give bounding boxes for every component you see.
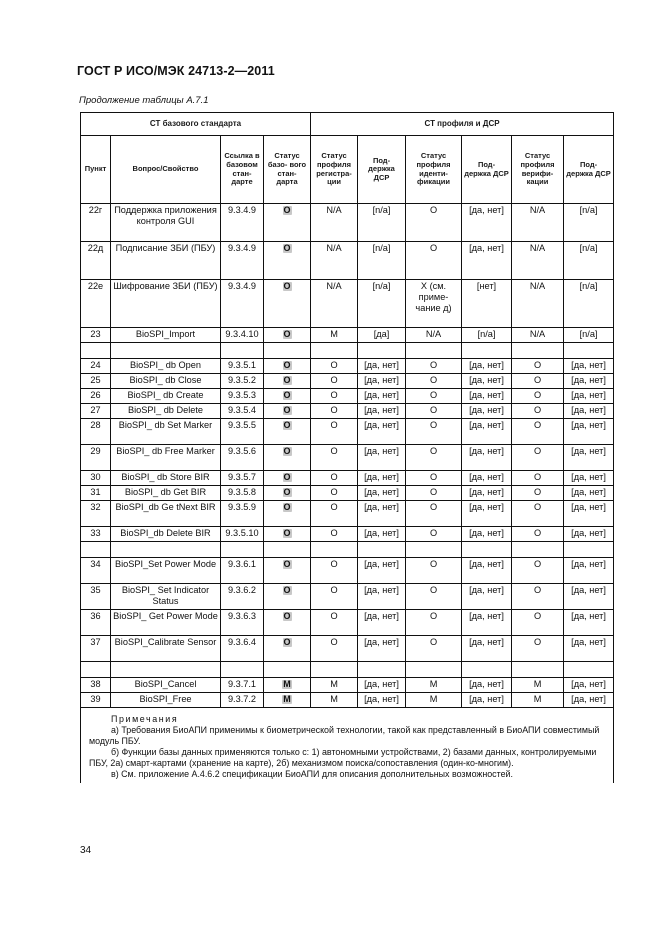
table-cell: [n/a] [564, 242, 614, 280]
base-status-mark: O [283, 375, 291, 385]
table-cell: O [311, 486, 358, 501]
table-cell [111, 662, 221, 678]
column-header: Статус базо- вого стан- дарта [264, 136, 311, 204]
table-cell: O [406, 527, 462, 542]
table-cell [311, 343, 358, 359]
table-cell: O [512, 636, 564, 662]
table-cell [406, 662, 462, 678]
table-cell: 9.3.5.9 [221, 501, 264, 527]
table-cell: [да, нет] [564, 584, 614, 610]
table-cell: O [406, 558, 462, 584]
table-cell: [да, нет] [462, 359, 512, 374]
table-cell [264, 693, 311, 708]
notes-title: Примечания [111, 714, 179, 724]
table-cell: O [311, 501, 358, 527]
table-body [81, 204, 614, 708]
base-status-mark: O [283, 420, 291, 430]
table-cell: [да, нет] [358, 678, 406, 693]
table-cell: N/A [512, 204, 564, 242]
table-cell: O [406, 445, 462, 471]
table-cell: [да, нет] [358, 558, 406, 584]
table-cell: [да, нет] [462, 242, 512, 280]
table-cell: M [406, 693, 462, 708]
table-cell: [n/a] [462, 328, 512, 343]
table-cell [264, 527, 311, 542]
table-cell: 33 [81, 527, 111, 542]
table-cell: [да, нет] [462, 636, 512, 662]
table-row [81, 280, 614, 328]
table-cell: 34 [81, 558, 111, 584]
table-cell: M [311, 678, 358, 693]
table-cell: 24 [81, 359, 111, 374]
table-cell: [да, нет] [564, 693, 614, 708]
table-cell: [да, нет] [462, 419, 512, 445]
column-header: Под- держка ДСР [564, 136, 614, 204]
base-status-mark: M [283, 694, 291, 704]
table-cell: M [406, 678, 462, 693]
table-cell: [да, нет] [462, 558, 512, 584]
table-cell: 22д [81, 242, 111, 280]
table-cell: [n/a] [358, 242, 406, 280]
table-cell: 38 [81, 678, 111, 693]
table-cell: [да, нет] [462, 693, 512, 708]
base-status-mark: O [283, 405, 291, 415]
table-row [81, 486, 614, 501]
table-cell: 9.3.7.2 [221, 693, 264, 708]
table-cell: 9.3.6.4 [221, 636, 264, 662]
table-cell: O [311, 445, 358, 471]
table-cell: [нет] [462, 280, 512, 328]
table-cell: 9.3.5.7 [221, 471, 264, 486]
table-cell [264, 242, 311, 280]
table-cell: BioSPI_Set Power Mode [111, 558, 221, 584]
page-number: 34 [80, 845, 92, 856]
table-cell [264, 419, 311, 445]
group-header-profile: СТ профиля и ДСР [311, 113, 614, 136]
base-status-mark: O [283, 205, 291, 215]
base-status-mark: O [283, 360, 291, 370]
table-cell: O [406, 471, 462, 486]
table-cell: O [406, 486, 462, 501]
table-cell: BioSPI_Import [111, 328, 221, 343]
table-cell: [да, нет] [564, 501, 614, 527]
table-cell [264, 662, 311, 678]
column-header-row [81, 136, 614, 204]
table-cell: 9.3.4.9 [221, 242, 264, 280]
table-cell: [да, нет] [462, 404, 512, 419]
column-header: Статус профиля иденти- фикации [406, 136, 462, 204]
table-cell [264, 404, 311, 419]
table-cell: [да, нет] [564, 389, 614, 404]
table-cell: O [311, 610, 358, 636]
table-cell: [n/a] [564, 204, 614, 242]
conformance-table [80, 112, 614, 783]
table-cell: O [512, 610, 564, 636]
column-header: Ссылка в базовом стан- дарте [221, 136, 264, 204]
base-status-mark: O [283, 637, 291, 647]
column-header: Вопрос/Свойство [111, 136, 221, 204]
table-cell: O [512, 419, 564, 445]
table-cell: 9.3.5.3 [221, 389, 264, 404]
column-header: Под- держка ДСР [358, 136, 406, 204]
table-cell: [да, нет] [462, 584, 512, 610]
table-cell [221, 343, 264, 359]
table-cell: 31 [81, 486, 111, 501]
table-cell: M [512, 678, 564, 693]
table-cell: O [512, 471, 564, 486]
table-cell [264, 204, 311, 242]
table-cell: 29 [81, 445, 111, 471]
table-cell [264, 542, 311, 558]
table-cell: [да, нет] [358, 445, 406, 471]
table-cell [81, 343, 111, 359]
table-cell: [да, нет] [564, 374, 614, 389]
table-cell: BioSPI_ db Close [111, 374, 221, 389]
base-status-mark: O [283, 243, 291, 253]
table-cell [264, 636, 311, 662]
table-cell: O [406, 501, 462, 527]
table-cell: 28 [81, 419, 111, 445]
table-row [81, 374, 614, 389]
table-cell [264, 471, 311, 486]
table-cell [264, 359, 311, 374]
table-cell: O [311, 636, 358, 662]
table-cell: O [311, 419, 358, 445]
table-cell [564, 662, 614, 678]
table-cell: [n/a] [564, 280, 614, 328]
table-cell: N/A [406, 328, 462, 343]
table-cell: BioSPI_ db Set Marker [111, 419, 221, 445]
table-cell: [да, нет] [358, 419, 406, 445]
column-header: Статус профиля регистра- ции [311, 136, 358, 204]
table-cell: [n/a] [358, 280, 406, 328]
table-cell: BioSPI_ db Free Marker [111, 445, 221, 471]
table-cell: [да, нет] [462, 486, 512, 501]
table-cell: [n/a] [564, 328, 614, 343]
table-cell: 9.3.7.1 [221, 678, 264, 693]
table-cell: [да, нет] [358, 374, 406, 389]
table-cell: O [311, 374, 358, 389]
table-cell [264, 558, 311, 584]
table-cell: BioSPI_Free [111, 693, 221, 708]
column-header: Статус профиля верифи- кации [512, 136, 564, 204]
note-c: в) См. приложение А.4.6.2 спецификации БиоАПИ для описания дополнительных возможностей. [111, 769, 513, 779]
table-cell: BioSPI_ db Create [111, 389, 221, 404]
table-row [81, 610, 614, 636]
table-cell: N/A [311, 280, 358, 328]
table-cell: BioSPI_db Ge tNext BIR [111, 501, 221, 527]
table-row [81, 693, 614, 708]
table-cell: O [512, 527, 564, 542]
table-cell: O [512, 374, 564, 389]
table-cell: [n/a] [358, 204, 406, 242]
base-status-mark: O [283, 472, 291, 482]
base-status-mark: O [283, 487, 291, 497]
document-title: ГОСТ Р ИСО/МЭК 24713-2—2011 [77, 64, 275, 78]
table-cell: O [311, 471, 358, 486]
table-cell [264, 280, 311, 328]
table-row [81, 419, 614, 445]
table-cell: 9.3.4.10 [221, 328, 264, 343]
table-cell: BioSPI_Calibrate Sensor [111, 636, 221, 662]
table-cell: 35 [81, 584, 111, 610]
table-cell: N/A [512, 242, 564, 280]
table-cell: M [512, 693, 564, 708]
table-cell: BioSPI_ db Open [111, 359, 221, 374]
table-cell: O [406, 636, 462, 662]
table-cell: [да, нет] [358, 471, 406, 486]
table-cell: BioSPI_ Set Indicator Status [111, 584, 221, 610]
table-cell: [да, нет] [358, 610, 406, 636]
table-cell: 36 [81, 610, 111, 636]
table-cell [358, 542, 406, 558]
table-cell: 9.3.6.1 [221, 558, 264, 584]
table-row [81, 527, 614, 542]
table-cell: 9.3.5.6 [221, 445, 264, 471]
table-cell: N/A [311, 204, 358, 242]
table-cell: O [406, 610, 462, 636]
table-cell [221, 542, 264, 558]
table-cell: O [311, 359, 358, 374]
table-cell: 9.3.5.10 [221, 527, 264, 542]
table-cell [564, 542, 614, 558]
table-notes [81, 708, 614, 784]
table-cell: BioSPI_Cancel [111, 678, 221, 693]
table-cell: Шифрование ЗБИ (ПБУ) [111, 280, 221, 328]
base-status-mark: O [283, 281, 291, 291]
table-cell: [да, нет] [564, 359, 614, 374]
base-status-mark: O [283, 446, 291, 456]
table-row [81, 678, 614, 693]
table-cell: 32 [81, 501, 111, 527]
table-cell: [да, нет] [564, 558, 614, 584]
table-cell: 39 [81, 693, 111, 708]
table-cell: [да, нет] [564, 419, 614, 445]
table-cell: [да, нет] [358, 636, 406, 662]
table-cell: Подписание ЗБИ (ПБУ) [111, 242, 221, 280]
table-cell: M [311, 693, 358, 708]
table-cell: N/A [311, 242, 358, 280]
table-cell: O [406, 584, 462, 610]
table-cell: O [311, 527, 358, 542]
table-cell [264, 584, 311, 610]
table-row [81, 636, 614, 662]
table-cell: O [512, 486, 564, 501]
table-cell: 9.3.6.2 [221, 584, 264, 610]
table-row [81, 389, 614, 404]
column-header: Пункт [81, 136, 111, 204]
table-cell [564, 343, 614, 359]
table-cell: 37 [81, 636, 111, 662]
table-cell: O [311, 584, 358, 610]
table-cell: 9.3.5.1 [221, 359, 264, 374]
base-status-mark: O [283, 585, 291, 595]
table-cell: [да, нет] [358, 584, 406, 610]
table-separator-row [81, 662, 614, 678]
table-cell: [да, нет] [358, 527, 406, 542]
table-cell: [да, нет] [462, 389, 512, 404]
table-cell: [да, нет] [462, 471, 512, 486]
table-cell [358, 343, 406, 359]
table-separator-row [81, 542, 614, 558]
table-cell: 30 [81, 471, 111, 486]
table-cell: 26 [81, 389, 111, 404]
table-cell [111, 343, 221, 359]
table-cell: O [512, 558, 564, 584]
table-cell [81, 542, 111, 558]
table-cell: BioSPI_ db Get BIR [111, 486, 221, 501]
table-cell: [да, нет] [462, 610, 512, 636]
table-row [81, 404, 614, 419]
note-a: а) Требования БиоАПИ применимы к биометрической технологии, такой как представленный в БиоАПИ совместимый модуль ПБУ. [89, 725, 600, 746]
table-cell [462, 343, 512, 359]
table-cell: BioSPI_ Get Power Mode [111, 610, 221, 636]
table-cell: [да, нет] [564, 636, 614, 662]
table-cell [264, 389, 311, 404]
table-cell [512, 662, 564, 678]
table-cell: 23 [81, 328, 111, 343]
table-cell [264, 328, 311, 343]
table-cell: 22г [81, 204, 111, 242]
table-cell: 9.3.5.4 [221, 404, 264, 419]
table-cell: [да, нет] [564, 486, 614, 501]
base-status-mark: O [283, 390, 291, 400]
table-cell: [да, нет] [564, 404, 614, 419]
table-cell: 9.3.5.8 [221, 486, 264, 501]
table-row [81, 584, 614, 610]
table-cell [512, 542, 564, 558]
table-cell [406, 343, 462, 359]
table-cell: [да, нет] [462, 374, 512, 389]
table-cell: 9.3.4.9 [221, 204, 264, 242]
table-cell: BioSPI_db Delete BIR [111, 527, 221, 542]
table-cell: O [406, 389, 462, 404]
table-cell: BioSPI_ db Delete [111, 404, 221, 419]
table-row [81, 471, 614, 486]
base-status-mark: M [283, 679, 291, 689]
table-cell: 25 [81, 374, 111, 389]
table-cell [406, 542, 462, 558]
table-cell: 9.3.5.2 [221, 374, 264, 389]
table-cell: BioSPI_ db Store BIR [111, 471, 221, 486]
table-cell [221, 662, 264, 678]
table-cell: 9.3.4.9 [221, 280, 264, 328]
table-row [81, 445, 614, 471]
table-cell: M [311, 328, 358, 343]
table-row [81, 204, 614, 242]
table-cell: [да, нет] [358, 359, 406, 374]
table-cell: O [406, 204, 462, 242]
table-cell: [да, нет] [358, 404, 406, 419]
table-cell: Поддержка приложения контроля GUI [111, 204, 221, 242]
table-cell [111, 542, 221, 558]
table-cell [512, 343, 564, 359]
table-cell: O [406, 359, 462, 374]
table-cell: O [406, 374, 462, 389]
table-cell: [да, нет] [462, 501, 512, 527]
table-cell: O [406, 419, 462, 445]
group-header-base: СТ базового стандарта [81, 113, 311, 136]
table-cell: [да, нет] [564, 445, 614, 471]
table-cell: 9.3.6.3 [221, 610, 264, 636]
table-cell: O [311, 558, 358, 584]
table-cell: O [512, 584, 564, 610]
table-cell: N/A [512, 280, 564, 328]
table-cell: [да, нет] [564, 678, 614, 693]
table-cell: 27 [81, 404, 111, 419]
table-cell: [да] [358, 328, 406, 343]
base-status-mark: O [283, 559, 291, 569]
table-cell [462, 542, 512, 558]
table-cell [264, 445, 311, 471]
table-cell [311, 542, 358, 558]
table-cell [311, 662, 358, 678]
table-cell: [да, нет] [358, 486, 406, 501]
table-cell: [да, нет] [564, 471, 614, 486]
table-cell: O [311, 389, 358, 404]
table-cell: O [512, 359, 564, 374]
table-cell: [да, нет] [462, 678, 512, 693]
table-cell: [да, нет] [462, 527, 512, 542]
column-header: Под- держка ДСР [462, 136, 512, 204]
base-status-mark: O [283, 329, 291, 339]
base-status-mark: O [283, 528, 291, 538]
table-cell: [да, нет] [358, 389, 406, 404]
table-cell: O [512, 404, 564, 419]
base-status-mark: O [283, 502, 291, 512]
table-cell: 22е [81, 280, 111, 328]
table-cell: [да, нет] [564, 527, 614, 542]
note-b: б) Функции базы данных применяются только с: 1) автономными устройствами, 2) базами данных, контролируемыми ПБУ, 2а) смарт-картами (хранение на карте), 2б) механизмом поиска/сопоставления (один-ко-многим). [89, 747, 597, 768]
table-row [81, 328, 614, 343]
table-continuation-caption: Продолжение таблицы А.7.1 [79, 95, 209, 106]
table-row [81, 558, 614, 584]
table-cell [264, 343, 311, 359]
table-cell: [да, нет] [358, 501, 406, 527]
table-cell [358, 662, 406, 678]
table-cell: O [406, 404, 462, 419]
table-cell: [да, нет] [462, 204, 512, 242]
table-cell [264, 501, 311, 527]
table-row [81, 501, 614, 527]
table-cell: [да, нет] [462, 445, 512, 471]
table-row [81, 359, 614, 374]
table-cell: [да, нет] [358, 693, 406, 708]
table-cell [264, 374, 311, 389]
table-cell [264, 610, 311, 636]
table-cell: O [512, 445, 564, 471]
table-cell: O [512, 389, 564, 404]
table-cell: O [512, 501, 564, 527]
table-cell: [да, нет] [564, 610, 614, 636]
base-status-mark: O [283, 611, 291, 621]
table-cell: X (см. приме- чание д) [406, 280, 462, 328]
table-separator-row [81, 343, 614, 359]
table-cell: N/A [512, 328, 564, 343]
table-cell: 9.3.5.5 [221, 419, 264, 445]
table-cell: O [311, 404, 358, 419]
table-cell [264, 678, 311, 693]
table-cell [264, 486, 311, 501]
table-cell [81, 662, 111, 678]
table-cell [462, 662, 512, 678]
table-row [81, 242, 614, 280]
table-cell: O [406, 242, 462, 280]
